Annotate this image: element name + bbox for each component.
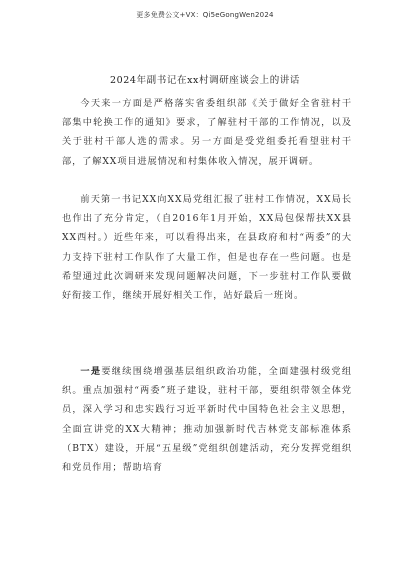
paragraph-3-text: 要继续围绕增强基层组织政治功能，全面建强村级党组织。重点加强村“两委”班子建设，驻村干部，要组织带领全体党员，深入学习和忠实践行习近平新时代中国特色社会主义思想，全面宣讲党的XX大精神；推动加强新时代吉林党支部标准体系（BTX）建设，开展“五星级”党组织创建活动，充分发挥党组织和党员作用；帮助培育: [62, 366, 352, 474]
paragraph-3-lead: 一是: [80, 366, 102, 377]
paragraph-2: 前天第一书记XX向XX局党组汇报了驻村工作情况，XX局长也作出了充分肯定，（自2016年1月开始，XX局包保帮扶XX县XX西村。）近些年来，可以看得出来，在县政府和村“两委”的大力支持下驻村工作队作了大量工作，但是也存在一些问题。也是希望通过此次调研来发现问题解决问题，下一步驻村工作队要做好衔接工作，继续开展好相关工作，站好最后一班岗。: [62, 194, 352, 302]
paragraph-1: 今天来一方面是严格落实省委组织部《关于做好全省驻村干部集中轮换工作的通知》要求，了解驻村干部的工作情况，以及关于驻村干部人选的需求。另一方面是受党组委托看望驻村干部，了解XX项目进展情况和村集体收入情况，展开调研。: [62, 98, 352, 167]
document-body-2: [62, 190, 352, 305]
document-title: 2024年副书记在xx村调研座谈会上的讲话: [110, 75, 300, 86]
document-body-1: [62, 94, 352, 171]
header-note: 更多免费公文+VX：Qi5eGongWen2024: [136, 11, 274, 19]
paragraph-3: [62, 362, 352, 477]
document-body-3: [62, 362, 352, 477]
